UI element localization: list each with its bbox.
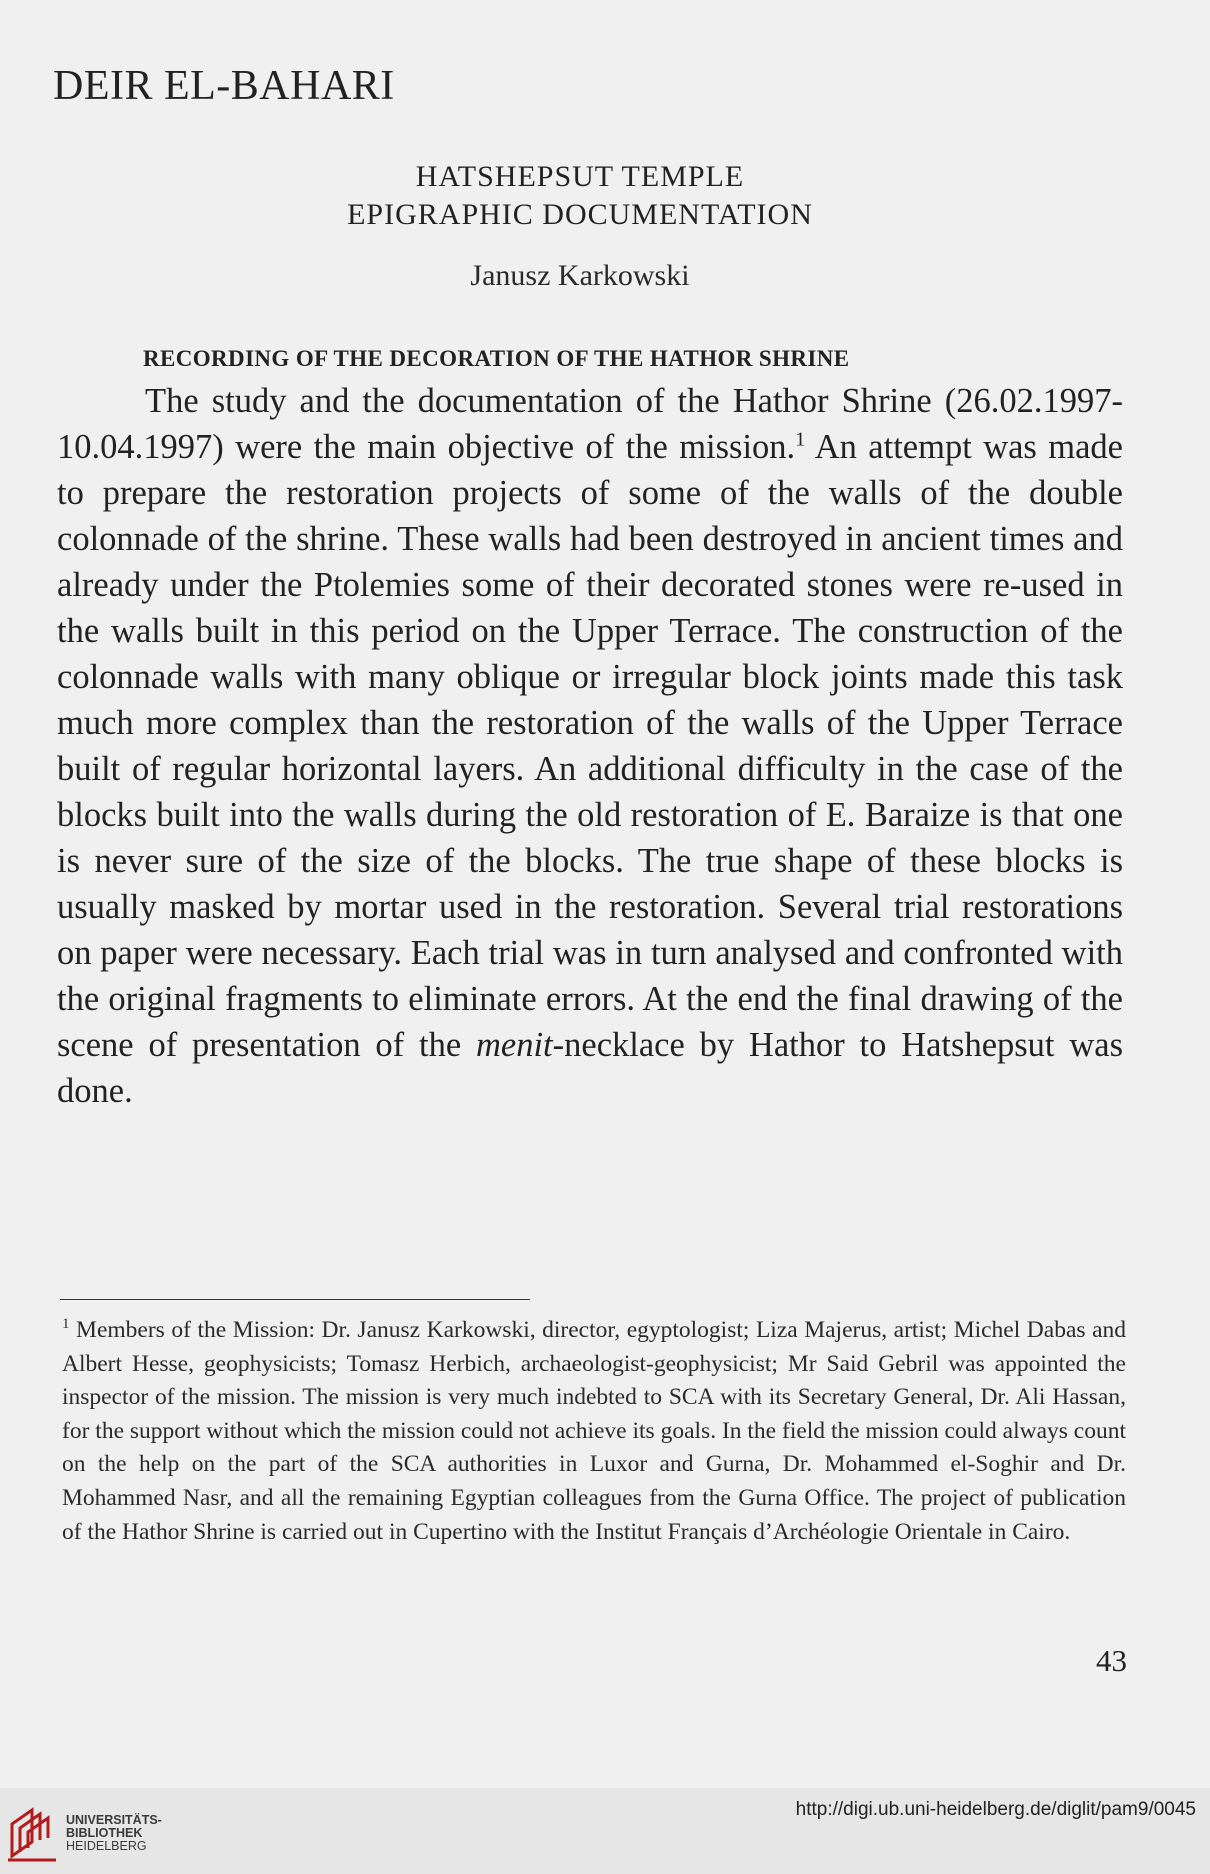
- page-number: 43: [1096, 1643, 1127, 1678]
- article-title-line-2: EPIGRAPHIC DOCUMENTATION: [347, 198, 813, 231]
- digitization-footer: [0, 1788, 1210, 1874]
- paragraph-text-part-1: The study and the documentation of the Hathor Shrine (26.02.1997-10.04.1997) were the main objective of the mission.: [57, 382, 1123, 466]
- library-name-line-3: HEIDELBERG: [66, 1839, 147, 1853]
- source-url-link[interactable]: http://digi.ub.uni-heidelberg.de/diglit/pam9/0045: [795, 1799, 1196, 1820]
- running-head: DEIR EL-BAHARI: [53, 63, 395, 109]
- author-name: Janusz Karkowski: [470, 259, 690, 292]
- paragraph-text-part-3: -necklace by Hathor to Hatshepsut was done.: [57, 1026, 1123, 1110]
- paragraph-text-part-2: An attempt was made to prepare the restoration projects of some of the walls of the double colonnade of the shrine. These walls had been destroyed in ancient times and already under the Ptolemies some of their decorated stones were re-used in the walls built in this period on the Upper Terrace. The construction of the colonnade walls with many oblique or irregular block joints made this task much more complex than the restoration of the walls of the Upper Terrace built of regular horizontal layers. An additional difficulty in the case of the blocks built into the walls during the old restoration of E. Baraize is that one is never sure of the size of the blocks. The true shape of these blocks is usually masked by mortar used in the restoration. Several trial restorations on paper were necessary. Each trial was in turn analysed and confronted with the original fragments to eliminate errors. At the end the final drawing of the scene of presentation of the: [57, 428, 1123, 1064]
- footnote-text: Members of the Mission: Dr. Janusz Karkowski, director, egyptologist; Liza Majerus, artist; Michel Dabas and Albert Hesse, geophysicists; Tomasz Herbich, archaeologist-geophysicist; Mr Said Gebril was appointed the inspector of the mission. The mission is very much indebted to SCA with its Secretary General, Dr. Ali Hassan, for the support without which the mission could not achieve its goals. In the field the mission could always count on the help on the part of the SCA authorities in Luxor and Gurna, Dr. Mohammed el-Soghir and Dr. Mohammed Nasr, and all the remaining Egyptian colleagues from the Gurna Office. The project of publication of the Hathor Shrine is carried out in Cupertino with the Institut Français d’Archéologie Orientale in Cairo.: [62, 1317, 1127, 1545]
- footnote-number: 1: [62, 1316, 70, 1333]
- library-name-line-1: UNIVERSITÄTS-: [66, 1813, 162, 1827]
- menit-term: menit: [475, 1026, 553, 1064]
- library-name-line-2: BIBLIOTHEK: [66, 1826, 143, 1840]
- library-name: [66, 1814, 162, 1853]
- article-title-line-1: HATSHEPSUT TEMPLE: [415, 160, 745, 193]
- footnote-reference: 1: [795, 428, 806, 451]
- section-heading: RECORDING OF THE DECORATION OF THE HATHOR SHRINE: [143, 346, 850, 371]
- body-paragraph: [57, 378, 1123, 1114]
- library-logo-icon: [6, 1804, 62, 1862]
- footnote: [62, 1314, 1126, 1549]
- footnote-divider: [60, 1299, 530, 1300]
